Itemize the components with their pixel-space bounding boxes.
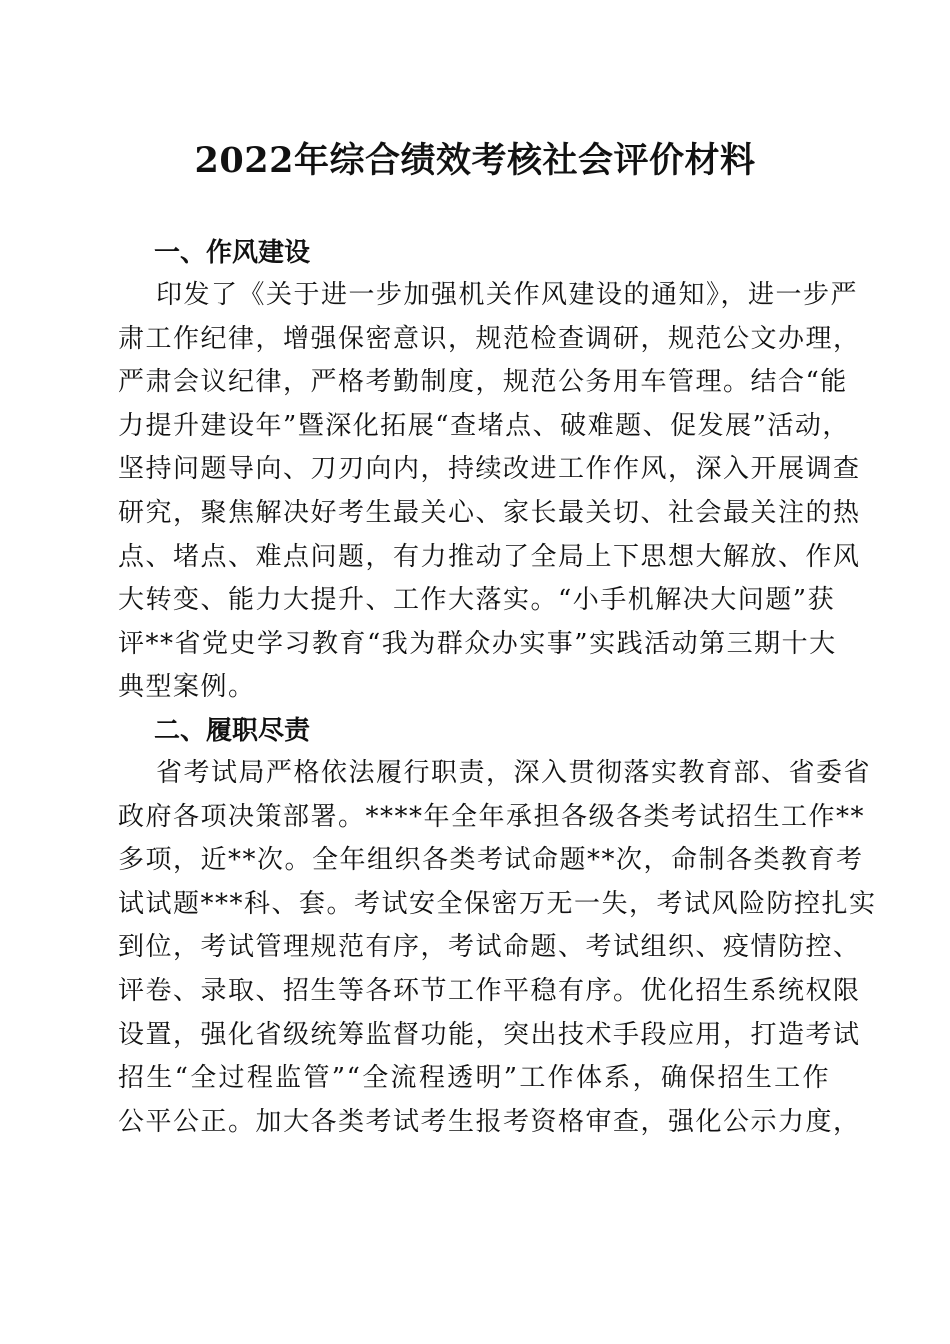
paragraph-line: 评卷、录取、招生等各环节工作平稳有序。优化招生系统权限 bbox=[118, 975, 861, 1006]
paragraph-line: 招生“全过程监管”“全流程透明”工作体系，确保招生工作 bbox=[118, 1063, 830, 1094]
paragraph-line: 严肃会议纪律，严格考勤制度，规范公务用车管理。结合“能 bbox=[118, 367, 848, 398]
section-heading: 二、履职尽责 bbox=[154, 715, 311, 746]
paragraph-line: 评**省党史学习教育“我为群众办实事”实践活动第三期十大 bbox=[118, 628, 837, 659]
paragraph-line: 坚持问题导向、刀刃向内，持续改进工作作风，深入开展调查 bbox=[118, 454, 861, 485]
paragraph-line: 设置，强化省级统筹监督功能，突出技术手段应用，打造考试 bbox=[118, 1019, 861, 1050]
section-work-style bbox=[118, 232, 861, 710]
paragraph-line: 政府各项决策部署。****年全年承担各级各类考试招生工作** bbox=[118, 801, 866, 832]
document-body bbox=[118, 232, 877, 1144]
paragraph-line: 印发了《关于进一步加强机关作风建设的通知》，进一步严 bbox=[156, 280, 859, 310]
section-paragraph bbox=[118, 274, 861, 710]
section-duty-fulfillment bbox=[118, 710, 877, 1144]
paragraph-line: 公平公正。加大各类考试考生报考资格审查，强化公示力度， bbox=[118, 1106, 861, 1137]
paragraph-line: 到位，考试管理规范有序，考试命题、考试组织、疫情防控、 bbox=[118, 932, 861, 963]
paragraph-line: 省考试局严格依法履行职责，深入贯彻落实教育部、省委省 bbox=[156, 757, 872, 788]
paragraph-line: 力提升建设年”暨深化拓展“查堵点、破难题、促发展”活动， bbox=[118, 410, 850, 441]
paragraph-line: 肃工作纪律，增强保密意识，规范检查调研，规范公文办理， bbox=[118, 323, 861, 354]
page-title: 2022年综合绩效考核社会评价材料 bbox=[194, 140, 756, 181]
section-heading: 一、作风建设 bbox=[154, 238, 311, 268]
section-paragraph bbox=[118, 752, 877, 1144]
paragraph-line: 研究，聚焦解决好考生最关心、家长最关切、社会最关注的热 bbox=[118, 497, 861, 528]
paragraph-line: 点、堵点、难点问题，有力推动了全局上下思想大解放、作风 bbox=[118, 541, 861, 572]
paragraph-line: 大转变、能力大提升、工作大落实。“小手机解决大问题”获 bbox=[118, 585, 836, 616]
paragraph-line: 典型案例。 bbox=[118, 672, 256, 703]
paragraph-line: 多项，近**次。全年组织各类考试命题**次，命制各类教育考 bbox=[118, 845, 864, 876]
paragraph-line: 试试题***科、套。考试安全保密万无一失，考试风险防控扎实 bbox=[118, 888, 877, 919]
